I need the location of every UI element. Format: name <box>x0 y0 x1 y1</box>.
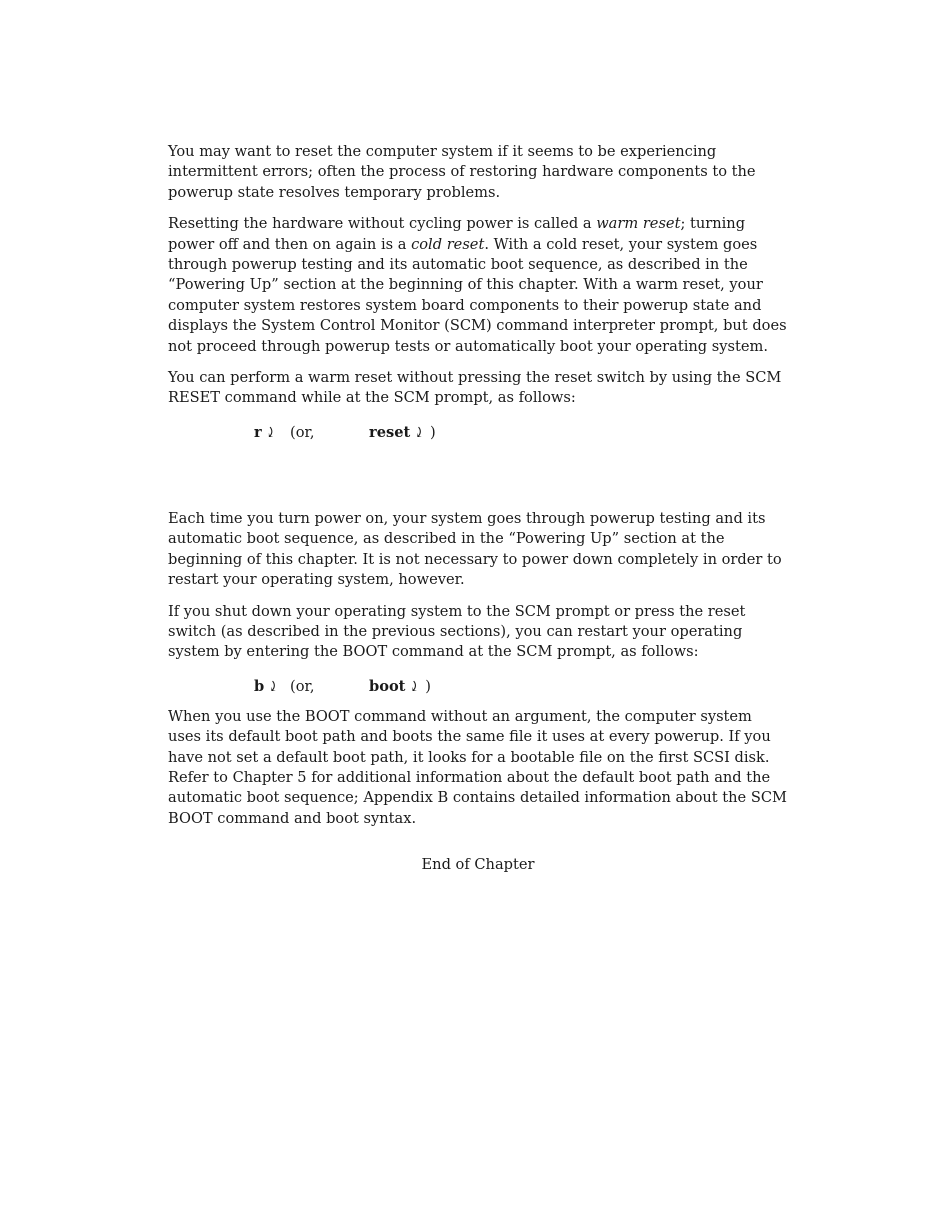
reset-intro-paragraph: You may want to reset the computer system if it seems to be experiencing intermittent errors; often the process of restoring hardware components to the powerup state resolves temporary problems. <box>168 143 756 201</box>
boot-command-or: (or, <box>290 677 315 695</box>
warm-cold-text-c: . With a cold reset, your system goes through powerup testing and its automatic boot sequence, as described in the “Powering Up” section at the beginning of this chapter. With a warm reset, your computer system restores system board components to their powerup state and displays the System Control Monitor (SCM) command interpreter prompt, but does not proceed through powerup tests or automatically boot your operating system. <box>168 235 787 355</box>
section-gap <box>168 453 788 509</box>
boot-command-details: When you use the BOOT command without an argument, the computer system uses its default boot path and boots the same file it uses at every powerup. If you have not set a default boot path, it looks for a bootable file on the first SCSI disk. Refer to Chapter 5 for additional information about the default boot path and the automatic boot sequence; Appendix B contains detailed information about the SCM BOOT command and boot syntax. <box>168 707 787 827</box>
boot-command-line <box>168 677 788 697</box>
return-key-icon: ⤸ <box>408 678 421 695</box>
reset-command-short <box>254 423 276 443</box>
boot-command-long <box>369 677 431 697</box>
reset-command-line <box>168 423 788 443</box>
warm-cold-reset-paragraph <box>168 214 788 357</box>
restart-intro-paragraph: Each time you turn power on, your system goes through powerup testing and its automatic boot sequence, as described in the “Powering Up” section at the beginning of this chapter. It is not necessary to power down completely in order to restart your operating system, however. <box>168 509 782 589</box>
restart-command-intro: If you shut down your operating system to the SCM prompt or press the reset switch (as described in the previous sections), you can restart your operating system by entering the BOOT command at the SCM prompt, as follows: <box>168 602 746 661</box>
boot-command-long-text: boot <box>369 677 406 695</box>
return-key-icon: ⤸ <box>413 424 425 441</box>
boot-command-short <box>254 677 279 697</box>
document-page <box>168 142 788 875</box>
warm-reset-term: warm reset <box>596 215 681 233</box>
return-key-icon: ⤸ <box>264 424 277 441</box>
reset-command-long <box>369 423 436 443</box>
reset-command-or: (or, <box>290 423 315 441</box>
end-of-chapter: End of Chapter <box>421 856 535 874</box>
return-key-icon: ⤸ <box>267 678 279 695</box>
warm-reset-command-intro: You can perform a warm reset without pressing the reset switch by using the SCM RESET command while at the SCM prompt, as follows: <box>168 369 782 407</box>
reset-command-short-text: r <box>254 423 262 441</box>
boot-command-close: ) <box>425 677 431 695</box>
warm-cold-text-b: ; turning power off and then on again is a <box>168 215 746 253</box>
boot-command-short-text: b <box>254 677 265 695</box>
warm-cold-text-a: Resetting the hardware without cycling power is called a <box>168 215 597 233</box>
cold-reset-term: cold reset <box>411 235 485 253</box>
reset-command-close: ) <box>430 423 436 441</box>
reset-command-long-text: reset <box>369 423 411 441</box>
